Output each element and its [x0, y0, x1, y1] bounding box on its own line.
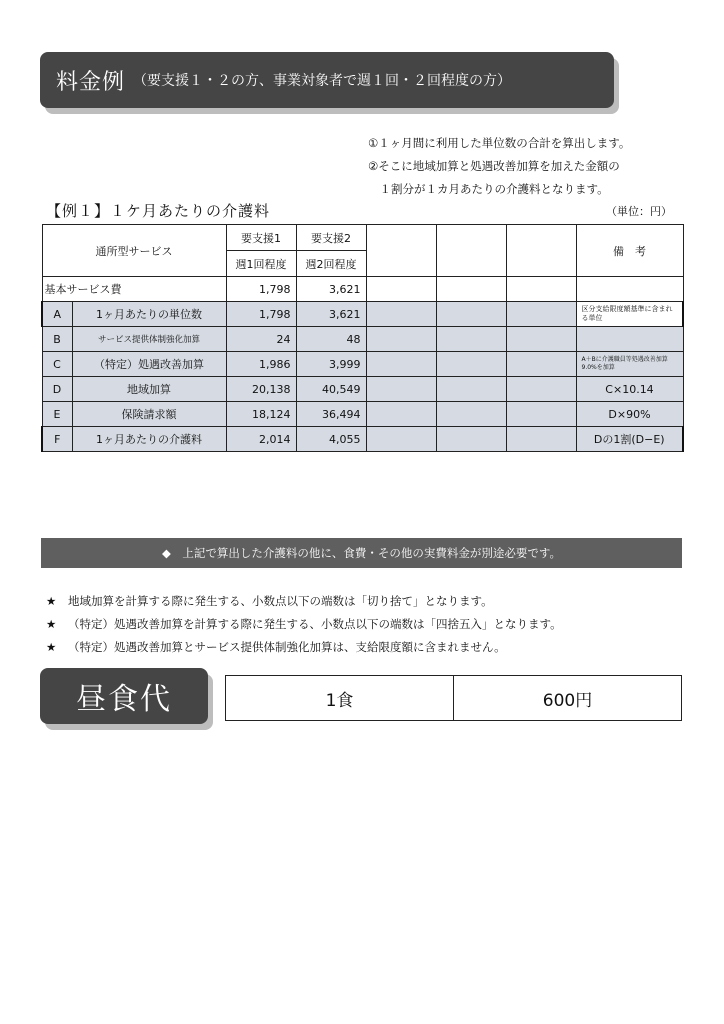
info-bar: ◆ 上記で算出した介護料の他に、食費・その他の実費料金が別途必要です。 — [41, 538, 682, 568]
row-v2: 48 — [296, 327, 366, 352]
row-label: 地域加算 — [72, 377, 226, 402]
table-row-b — [42, 327, 683, 352]
page-subtitle: （要支援１・２の方、事業対象者で週１回・２回程度の方） — [133, 73, 512, 89]
row-v1: 18,124 — [226, 402, 296, 427]
row-v1: 1,798 — [226, 302, 296, 327]
header-col2-line2: 週2回程度 — [296, 251, 366, 277]
row-label: 1ヶ月あたりの介護料 — [72, 427, 226, 452]
row-v2: 4,055 — [296, 427, 366, 452]
page-title: 料金例 — [56, 69, 126, 95]
example-title: 【例１】１ケ月あたりの介護料 — [46, 202, 271, 220]
row-remark — [576, 327, 683, 352]
star-note: ★ （特定）処遇改善加算を計算する際に発生する、小数点以下の端数は「四捨五入」となります。 — [46, 613, 562, 636]
row-code: E — [42, 402, 72, 427]
basic-label: 基本サービス費 — [42, 277, 226, 302]
basic-v2: 3,621 — [296, 277, 366, 302]
star-icon: ★ — [46, 617, 57, 631]
header-col1-line2: 週1回程度 — [226, 251, 296, 277]
star-icon: ★ — [46, 594, 57, 608]
row-v1: 20,138 — [226, 377, 296, 402]
empty-cell — [506, 225, 576, 277]
lunch-table — [225, 675, 682, 721]
row-remark: C×10.14 — [576, 377, 683, 402]
fee-table — [41, 224, 684, 452]
row-code: D — [42, 377, 72, 402]
row-v2: 40,549 — [296, 377, 366, 402]
star-note: ★ （特定）処遇改善加算とサービス提供体制強化加算は、支給限度額に含まれません。 — [46, 636, 562, 659]
row-v2: 36,494 — [296, 402, 366, 427]
table-row-a — [42, 302, 683, 327]
row-remark: D×90% — [576, 402, 683, 427]
row-code: B — [42, 327, 72, 352]
row-code: A — [42, 302, 72, 327]
table-row-d — [42, 377, 683, 402]
table-row-f — [42, 427, 683, 452]
star-icon: ★ — [46, 640, 57, 654]
row-label: （特定）処遇改善加算 — [72, 352, 226, 377]
row-remark: A＋Bに介護職員等処遇改善加算9.0%を加算 — [576, 352, 683, 377]
header-col1-line1: 要支援1 — [226, 225, 296, 251]
header-remark: 備 考 — [576, 225, 683, 277]
calculation-notes — [368, 132, 630, 201]
row-v1: 1,986 — [226, 352, 296, 377]
table-row-basic — [42, 277, 683, 302]
row-remark: 区分支給限度額基準に含まれる単位 — [576, 302, 683, 327]
lunch-label: 昼食代 — [40, 668, 208, 724]
row-remark: Dの1割(D−E) — [576, 427, 683, 452]
basic-v1: 1,798 — [226, 277, 296, 302]
row-label: サービス提供体制強化加算 — [72, 327, 226, 352]
unit-label: （単位：円） — [606, 205, 672, 218]
empty-cell — [366, 225, 436, 277]
row-v1: 24 — [226, 327, 296, 352]
title-banner — [40, 52, 614, 108]
row-code: C — [42, 352, 72, 377]
lunch-qty: 1食 — [226, 676, 454, 721]
header-service: 通所型サービス — [42, 225, 226, 277]
row-label: 1ヶ月あたりの単位数 — [72, 302, 226, 327]
row-v2: 3,999 — [296, 352, 366, 377]
table-row-c — [42, 352, 683, 377]
note-line: ②そこに地域加算と処遇改善加算を加えた金額の — [368, 159, 620, 173]
star-note: ★ 地域加算を計算する際に発生する、小数点以下の端数は「切り捨て」となります。 — [46, 590, 562, 613]
table-row-e — [42, 402, 683, 427]
row-v2: 3,621 — [296, 302, 366, 327]
row-label: 保険請求額 — [72, 402, 226, 427]
row-code: F — [42, 427, 72, 452]
note-line: １割分が１カ月あたりの介護料となります。 — [368, 182, 609, 196]
header-col2-line1: 要支援2 — [296, 225, 366, 251]
star-notes — [46, 590, 562, 659]
lunch-price: 600円 — [454, 676, 682, 721]
note-line: ①１ヶ月間に利用した単位数の合計を算出します。 — [368, 136, 631, 150]
row-v1: 2,014 — [226, 427, 296, 452]
empty-cell — [436, 225, 506, 277]
